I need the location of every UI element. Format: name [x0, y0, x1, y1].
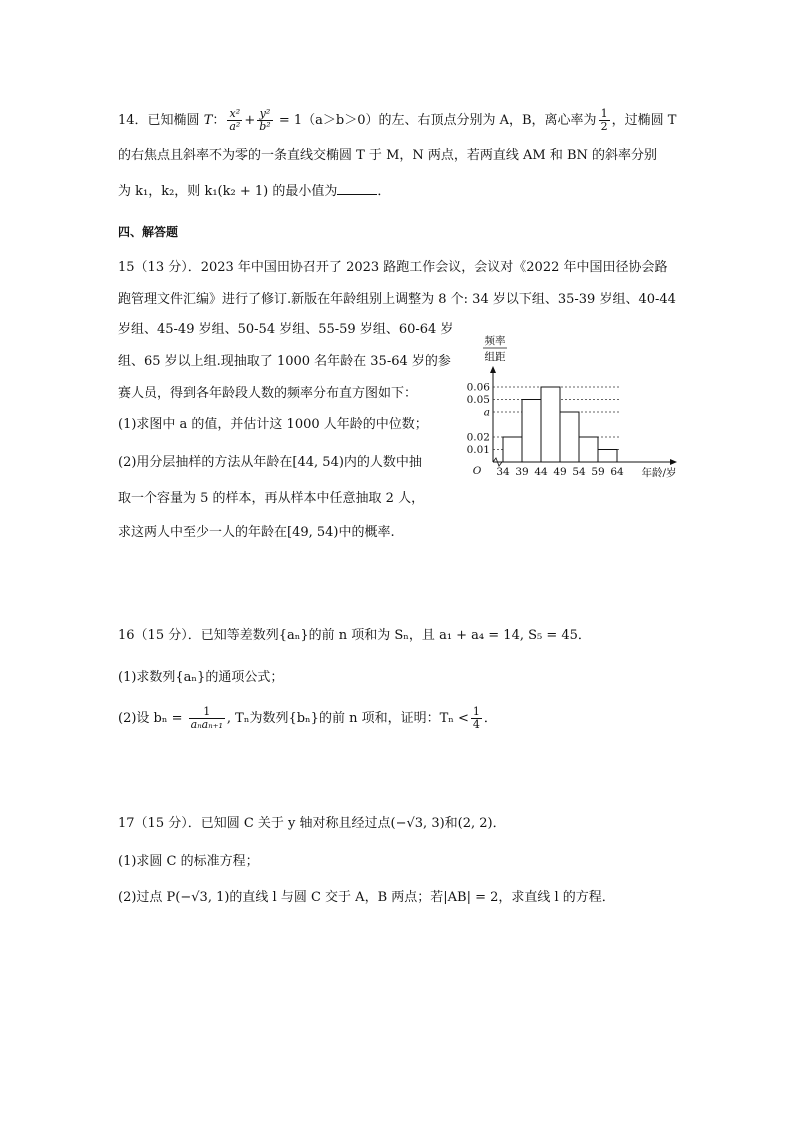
- q15-line-4: 组、65 岁以上组.现抽取了 1000 名年龄在 35-64 岁的参: [118, 354, 451, 369]
- x-tick-label-0: 34: [496, 466, 510, 478]
- fraction-one-half: $\frac{1}{2}$: [600, 107, 608, 133]
- section-heading: 四、解答题: [118, 225, 179, 239]
- x-tick-label-6: 64: [610, 466, 624, 478]
- fraction-y2-b2: $\frac{\text{y²}}{\text{b²}}$: [259, 107, 271, 133]
- y-axis-arrow: [490, 366, 496, 373]
- q16-line-1: 16（15 分）．已知等差数列{aₙ}的前 n 项和为 Sₙ，且 a₁ + a₄ = 14, S₅ = 45．: [118, 628, 591, 643]
- y-tick-label-2: a: [483, 406, 490, 419]
- x-axis-label: 年龄/岁: [641, 467, 677, 479]
- q14-line-1: 14．已知椭圆 T： $\frac{\text{x²}}{\text{a²}}$ + $\frac{\text{y²}}{\text{b²}}$ = 1（a＞b＞0）的左、右顶点分别为 A，B，离心率为 $\frac{1}{2}$ ，过椭圆 T: [118, 107, 677, 133]
- fraction-one-quarter: $\frac{1}{4}$: [472, 705, 480, 731]
- q17-line-3: (2)过点 P(−√3, 1)的直线 l 与圆 C 交于 A，B 两点；若|AB| = 2，求直线 l 的方程．: [118, 890, 615, 905]
- q15-line-9: 求这两人中至少一人的年龄在[49, 54)中的概率.: [118, 525, 395, 540]
- y-tick-label-1: 0.05: [466, 394, 490, 406]
- x-tick-label-2: 44: [534, 466, 548, 478]
- frequency-histogram: [455, 330, 685, 490]
- x-tick-label-4: 54: [572, 466, 586, 478]
- q14-line-3: 为 k₁，k₂，则 k₁(k₂ + 1) 的最小值为 ．: [118, 184, 391, 199]
- q15-line-3: 岁组、45-49 岁组、50-54 岁组、55-59 岁组、60-64 岁: [118, 322, 454, 337]
- answer-blank: [337, 182, 377, 195]
- y-tick-label-0: 0.06: [466, 381, 490, 394]
- q15-line-1: 15（13 分）．2023 年中国田协召开了 2023 路跑工作会议，会议对《2022 年中国田径协会路: [118, 260, 668, 275]
- q15-line-2: 跑管理文件汇编》进行了修订.新版在年龄组别上调整为 8 个: 34 岁以下组、35-39 岁组、40-44: [118, 292, 676, 307]
- histogram-bar-1: [522, 400, 541, 463]
- q15-line-7: (2)用分层抽样的方法从年龄在[44, 54)内的人数中抽: [118, 455, 422, 470]
- y-axis-label-top: 频率: [484, 335, 506, 347]
- x-tick-label-5: 59: [591, 466, 605, 478]
- q15-line-6: (1)求图中 a 的值，并估计这 1000 人年龄的中位数；: [118, 417, 428, 432]
- q16-line-2: (1)求数列{aₙ}的通项公式；: [118, 670, 284, 685]
- histogram-bar-3: [560, 412, 579, 462]
- q14-line-2: 的右焦点且斜率不为零的一条直线交椭圆 T 于 M，N 两点，若两直线 AM 和 BN 的斜率分别: [118, 148, 658, 163]
- q16-line-3: (2)设 bₙ = $\frac{1}{\text{aₙaₙ₊₁}}$ , Tₙ为数列{bₙ}的前 n 项和，证明：Tₙ < $\frac{1}{4}$ ．: [118, 705, 497, 731]
- fraction-bn: $\frac{1}{\text{aₙaₙ₊₁}}$: [190, 705, 223, 731]
- histogram-bar-0: [503, 437, 522, 462]
- ellipse-name: T: [203, 113, 213, 128]
- histogram-bar-4: [579, 437, 598, 462]
- q17-line-1: 17（15 分）．已知圆 C 关于 y 轴对称且经过点(−√3, 3)和(2, 2)．: [118, 816, 506, 831]
- x-tick-label-1: 39: [515, 466, 529, 478]
- q15-line-5: 赛人员，得到各年龄段人数的频率分布直方图如下：: [118, 386, 418, 401]
- x-axis-arrow: [670, 459, 677, 465]
- y-tick-label-4: 0.01: [466, 444, 490, 456]
- q15-line-8: 取一个容量为 5 的样本，再从样本中任意抽取 2 人，: [118, 491, 425, 506]
- y-tick-label-3: 0.02: [466, 431, 490, 444]
- histogram-bar-2: [541, 387, 560, 462]
- x-tick-label-3: 49: [553, 466, 567, 478]
- q17-line-2: (1)求圆 C 的标准方程；: [118, 854, 259, 869]
- histogram-bar-5: [598, 450, 617, 463]
- fraction-x2-a2: $\frac{\text{x²}}{\text{a²}}$: [229, 107, 241, 133]
- origin-label: O: [472, 465, 482, 477]
- y-axis-label-bottom: 组距: [484, 351, 506, 363]
